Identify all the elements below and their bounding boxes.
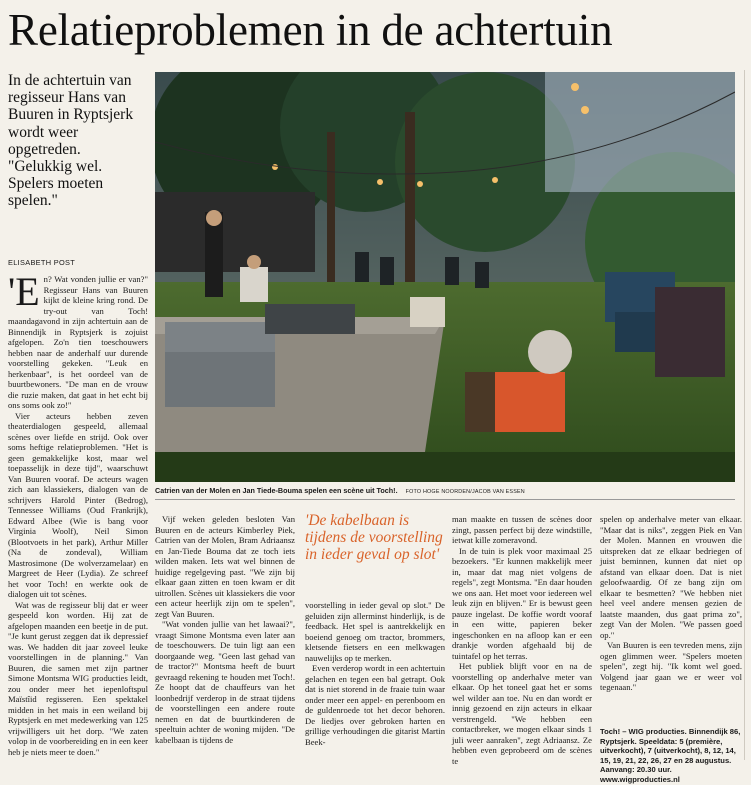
paragraph: Van Buuren is een tevreden mens, zijn ogen glimmen weer. "Spelers moeten spelen", zegt hij. "Ik komt wel goed. Volgend jaar gaan we er weer vol tegenaan." — [600, 640, 742, 692]
article-column-1 — [8, 269, 148, 757]
article-column-3 — [305, 600, 445, 747]
caption-text: Catrien van der Molen en Jan Tiede-Bouma spelen een scène uit Toch!. — [155, 486, 398, 495]
event-info-box: Toch! – WIG producties. Binnendijk 86, Ryptsjerk. Speeldata: 5 (première, uitverkocht), 7 (uitverkocht), 8, 12, 14, 15, 19, 21, 22, 26, 27 en 28 augustus. Aanvang: 20.30 uur. www.wigproducties.nl — [600, 727, 741, 784]
paragraph: In de tuin is plek voor maximaal 25 bezoekers. "Er kunnen makkelijk meer in, maar dat mag niet volgens de regels", zegt Montsma. "En daar houden we ons aan. Het moet voor iedereen wel leuk zijn en blijven." Er is bewust geen pauze ingelast. De koffie wordt vooraf in een witte, papieren beker ingeschonken en na afloop kan er een drankje worden afgehaald bij de tuintafel op het terras. — [452, 545, 592, 661]
paragraph: Het publiek blijft voor en na de voorstelling op anderhalve meter van elkaar. Op het toneel gaat het er soms wel wilder aan toe. Nu en dan wordt er innig gezoend en zijn acteurs in elkaar verstrengeld. "We hebben een contactbreker, we mogen elkaar sinds 1 juli weer aanraken", zegt Adriaansz. Ze hebben even geprobeerd om de scènes te — [452, 661, 592, 766]
paragraph: spelen op anderhalve meter van elkaar. "Maar dat is niks", zeggen Piek en Van der Molen. Mannen en vrouwen die uitspreken dat ze elkaar bedriegen of juist beminnen, kunnen dat niet op afstand van elkaar doen. Dat is niet geloofwaardig. Of ze bang zijn om elkaar te besmetten? "We hebben niet heel veel andere mensen gezien de laatste maanden, dus gaat prima zo", zegt Van der Molen. "We passen goed op." — [600, 514, 742, 640]
paragraph: "Wat vonden jullie van het lawaai?", vraagt Simone Montsma even later aan de toeschouwers. De tuin ligt aan een doorgaande weg. "Geen last gehad van de tractor?" Montsma heeft de buurt gevraagd rekening te houden met Toch!. Ze hoopt dat de chauffeurs van het loonbedrijf verderop in de straat tijdens de voorstellingen een andere route nemen en dat de buurtkinderen de speeltuin achter de woning mijden. "De kabelbaan is tijdens de — [155, 619, 295, 745]
lead-intro: In de achtertuin van regisseur Hans van Buuren in Ryptsjerk wordt weer opgetreden. "Gelukkig wel. Spelers moeten spelen." — [8, 72, 134, 210]
byline: ELISABETH POST — [8, 258, 76, 267]
paragraph-text: n? Wat vonden jullie er van?" Regisseur Hans van Buuren kijkt de kleine kring rond. De try-out van Toch! maandagavond in zijn achtertuin aan de Binnendijk in Ryptsjerk is zojuist afgelopen. Zo'n tien toeschouwers hebben naar de anderhalf uur durende voorstelling gekeken. "Leuk en herkenbaar", is het oordeel van de buurtbewoners. "De man en de vrouw die ruzie maken, dat gaat in het echt bij ons soms ook zo!" — [8, 274, 148, 410]
drop-cap: 'E — [8, 269, 40, 314]
headline: Relatieproblemen in de achtertuin — [8, 5, 613, 55]
paragraph: voorstelling in ieder geval op slot." De geluiden zijn allerminst hinderlijk, is de feedback. Het spel is aantrekkelijk en boeiend genoeg om tractor, brommers, kletsende fietsers en een melkwagen nauwelijks op te merken. — [305, 600, 445, 663]
caption-divider — [155, 499, 735, 500]
paragraph: Wat was de regisseur blij dat er weer gespeeld kon worden. Hij zat de afgelopen maanden een beetje in de put. "Je kunt gerust zeggen dat ik depressief was. We hadden dit jaar zoveel leuke voorstellingen in de planning." Van Buuren, die samen met zijn partner Simone Montsma WIG producties leidt, zou onder meer het iepenloftspul Maïstîid regisseren. Een spektakel midden in het mais in een weiland bij Ryptsjerk en met medewerking van 125 vrijwilligers uit het dorp. "We zaten volop in de voorbereiding en in een keer heb je niets meer te doen." — [8, 599, 148, 757]
photo-credit: FOTO HOGE NOORDEN/JACOB VAN ESSEN — [405, 489, 525, 495]
article-column-4 — [452, 514, 592, 766]
article-column-2 — [155, 514, 295, 745]
article-column-5 — [600, 514, 742, 693]
paragraph: Even verderop wordt in een achtertuin gelachen en tegen een bal getrapt. Ook dat is niet storend in de fraaie tuin waar onder meer een appel- en perenboom en de guldenroede tot het decor behoren. De liedjes over gebroken harten en grillige verhoudingen die gitarist Martin Beek- — [305, 663, 445, 747]
paragraph: man maakte en tussen de scènes door zingt, passen perfect bij deze windstille, ietwat kille zomeravond. — [452, 514, 592, 545]
photo-caption — [155, 486, 735, 497]
paragraph: Vier acteurs hebben zeven theaterdialogen gespeeld, allemaal scènes over liefde en strijd. Ook over soms heftige relatieproblemen. "Het is geen gemakkelijke kost, maar wel toepasselijk in deze tijd", waarschuwt Van Buuren vooraf. De acteurs wagen zich aan klassiekers, dialogen van de schrijvers Harold Pinter (Bedrog), Tennessee Williams (Oud Frankrijk), Edward Albee (Wie is bang voor Virginia Woolf), Neil Simon (Blootvoets in het park), Arthur Miller (Na de zondeval), William Mastrosimone (De wolverzamelaar) en Margreet de Heer (Lydia). Ze schreef het voor Toch! en werkte ook de dialogen uit tot scènes. — [8, 410, 148, 599]
article-photo — [155, 72, 735, 482]
paragraph — [8, 269, 148, 411]
garden-theatre-photo — [155, 72, 735, 482]
page-edge-rule — [744, 70, 745, 760]
paragraph: Vijf weken geleden besloten Van Buuren en de acteurs Kimberley Piek, Catrien van der Molen, Bram Adriaansz en Jan-Tiede Bouma dat ze toch iets wilden maken. Iets wat wel binnen de huidige regelgeving past. "We zijn bij elkaar gaan zitten en toen kwam er dit uitrollen. Scènes uit klassiekers die voor een acteur heerlijk zijn om te spelen", zegt Van Buuren. — [155, 514, 295, 619]
pull-quote: 'De kabelbaan is tijdens de voorstelling in ieder geval op slot' — [305, 512, 443, 564]
